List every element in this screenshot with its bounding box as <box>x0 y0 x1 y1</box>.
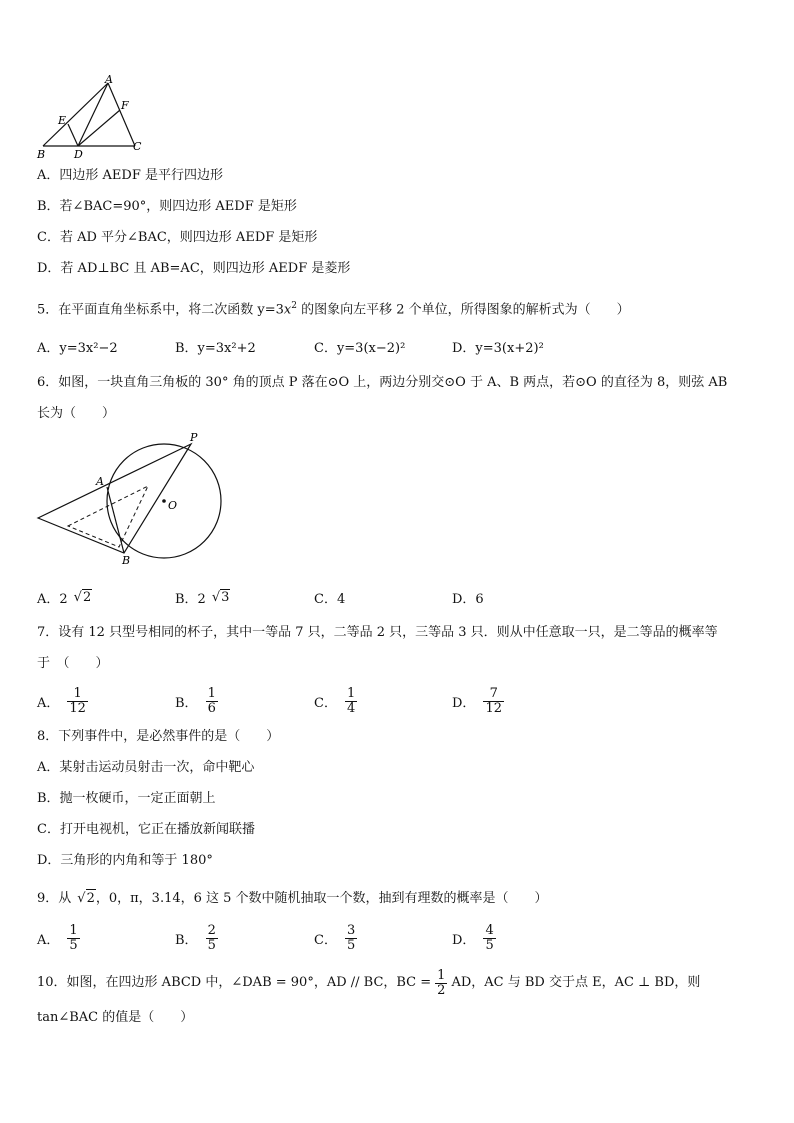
q9-option-a: A． $\frac{1}{5}$ <box>37 922 78 953</box>
q8-option-b: B．抛一枚硬币，一定正面朝上 <box>37 791 216 806</box>
q7-option-b: B． $\frac{1}{6}$ <box>175 685 216 716</box>
q5-option-a: A．y=3x²−2 <box>37 340 118 356</box>
label-B: B <box>37 148 46 160</box>
q8-option-c: C．打开电视机，它正在播放新闻联播 <box>37 822 255 837</box>
q9-options <box>37 920 757 956</box>
q7-stem-line2: 于 （ ） <box>37 656 109 671</box>
q7-option-a: A． $\frac{1}{12}$ <box>37 685 86 716</box>
q6-stem-line1: 6．如图，一块直角三角板的 30° 角的顶点 P 落在⊙O 上，两边分别交⊙O 于 A、B 两点，若⊙O 的直径为 8，则弦 AB <box>37 375 728 390</box>
q10-stem-line1: 10．如图，在四边形 ABCD 中，∠DAB = 90°，AD // BC，BC = $\frac{1}{2}$ AD，AC 与 BD 交于点 E，AC ⊥ BD，则 <box>37 967 701 998</box>
q4-option-d: D．若 AD⊥BC 且 AB=AC，则四边形 AEDF 是菱形 <box>37 261 351 276</box>
label-F: F <box>121 99 129 112</box>
q5-option-b: B．y=3x²+2 <box>175 340 256 356</box>
q5-stem-part1: 5．在平面直角坐标系中，将二次函数 y=3 <box>37 302 284 318</box>
q7-options <box>37 685 757 717</box>
q5-option-d: D．y=3(x+2)² <box>452 340 544 356</box>
q8-option-d: D．三角形的内角和等于 180° <box>37 853 213 868</box>
q6-stem-line2: 长为（ ） <box>37 406 116 421</box>
q8-option-a: A．某射击运动员射击一次，命中靶心 <box>37 760 255 775</box>
q6-option-a: A．2 √ 2 <box>37 590 92 607</box>
fig-label-P: P <box>190 431 198 444</box>
q5-stem: 5．在平面直角坐标系中，将二次函数 $y=3x^2$ 的图象向左平移 2 个单位，所得图象的解析式为（ ） <box>37 301 630 318</box>
q7-stem-line1: 7．设有 12 只型号相同的杯子，其中一等品 7 只，二等品 2 只，三等品 3 只．则从中任意取一只，是二等品的概率等 <box>37 625 718 640</box>
label-D: D <box>74 148 83 160</box>
q4-option-b: B．若∠BAC=90°，则四边形 AEDF 是矩形 <box>37 199 297 214</box>
quadrilateral-figure <box>34 74 150 160</box>
q5-options <box>37 332 757 360</box>
q8-stem: 8．下列事件中，是必然事件的是（ ） <box>37 729 280 744</box>
q7-option-d: D． $\frac{7}{12}$ <box>452 685 502 716</box>
q6-option-d: D．6 <box>452 591 484 607</box>
q10-stem-line2: tan∠BAC 的值是（ ） <box>37 1010 194 1025</box>
label-A: A <box>105 74 113 86</box>
q9-option-c: C． $\frac{3}{5}$ <box>314 922 356 953</box>
circle-triangle-figure <box>34 430 234 570</box>
q7-option-c: C． $\frac{1}{4}$ <box>314 685 356 716</box>
q9-stem: 9．从 √ 2 ，0，π，3.14，6 这 5 个数中随机抽取一个数，抽到有理数的概率是（ ） <box>37 891 548 906</box>
q5-option-c: C．y=3(x−2)² <box>314 340 406 356</box>
q5-stem-part2: 的图象向左平移 2 个单位，所得图象的解析式为（ ） <box>301 302 630 318</box>
fig-label-O: O <box>168 499 178 512</box>
q9-option-d: D． $\frac{4}{5}$ <box>452 922 494 953</box>
q6-option-b-radicand: 3 <box>221 590 230 605</box>
q6-options <box>37 583 757 611</box>
q9-option-b: B． $\frac{2}{5}$ <box>175 922 216 953</box>
q4-option-a: A．四边形 AEDF 是平行四边形 <box>37 168 223 183</box>
q6-option-a-radicand: 2 <box>82 590 92 605</box>
fig-label-B: B <box>122 554 131 567</box>
fig-label-A: A <box>96 475 104 488</box>
q6-option-c: C．4 <box>314 591 346 607</box>
q6-option-b: B．2 √ 3 <box>175 590 230 607</box>
q4-option-c: C．若 AD 平分∠BAC，则四边形 AEDF 是矩形 <box>37 230 318 245</box>
label-E: E <box>58 114 67 127</box>
label-C: C <box>133 140 142 153</box>
